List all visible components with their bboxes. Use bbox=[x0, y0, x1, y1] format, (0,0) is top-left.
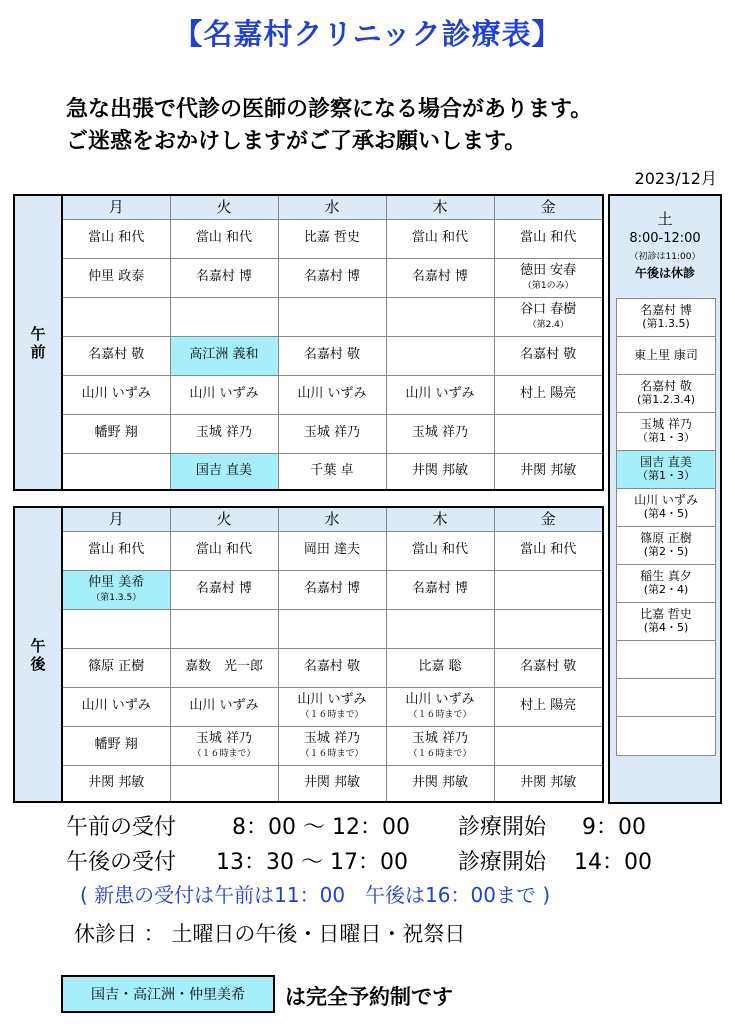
doctor-name: 名嘉村 敬 bbox=[303, 659, 361, 675]
saturday-doctor-name: 名嘉村 博 bbox=[640, 303, 692, 318]
schedule-row bbox=[14, 570, 603, 609]
doctor-name: 井関 邦敏 bbox=[88, 775, 145, 791]
schedule-cell bbox=[494, 258, 603, 297]
schedule-cell bbox=[278, 687, 386, 726]
doctor-name: 幡野 翔 bbox=[94, 737, 138, 753]
schedule-cell bbox=[278, 531, 386, 570]
schedule-cell bbox=[62, 297, 170, 336]
schedule-cell bbox=[386, 570, 494, 609]
doctor-name: 當山 和代 bbox=[195, 230, 253, 246]
schedule-cell bbox=[278, 414, 386, 453]
doctor-name: 井関 邦敏 bbox=[411, 775, 469, 791]
schedule-cell bbox=[494, 531, 603, 570]
am-weekday-header: 月 bbox=[62, 195, 170, 219]
schedule-cell bbox=[170, 336, 278, 375]
schedule-cell bbox=[170, 570, 278, 609]
doctor-name: 村上 陽亮 bbox=[520, 698, 577, 714]
doctor-schedule-note: （第1のみ） bbox=[522, 281, 574, 291]
schedule-cell bbox=[278, 336, 386, 375]
saturday-label: 土 bbox=[657, 210, 673, 228]
doctor-name: 国吉 直美 bbox=[195, 463, 253, 479]
doctor-name: 玉城 祥乃 bbox=[411, 425, 469, 441]
pm-reception-row bbox=[66, 845, 726, 875]
doctor-name: 谷口 春樹 bbox=[520, 301, 577, 317]
doctor-name: 山川 いずみ bbox=[297, 386, 367, 402]
notice-line-1: 急な出張で代診の医師の診察になる場合があります。 bbox=[66, 97, 593, 122]
saturday-panel bbox=[608, 194, 722, 804]
schedule-cell bbox=[386, 453, 494, 490]
schedule-cell bbox=[170, 258, 278, 297]
doctor-schedule-note: （１６時まで） bbox=[300, 710, 364, 720]
doctor-name: 玉城 祥乃 bbox=[195, 730, 253, 746]
schedule-row bbox=[14, 609, 603, 648]
page-title: 【名嘉村クリニック診療表】 bbox=[173, 17, 562, 51]
pm-reception-hours: 13：30 ～ 17：00 bbox=[216, 850, 408, 875]
schedule-cell bbox=[170, 648, 278, 687]
saturday-first-visit-note: （初診は11:00） bbox=[629, 252, 701, 262]
holiday-info: 休診日 ： 土曜日の午後・日曜日・祝祭日 bbox=[74, 922, 466, 946]
schedule-cell bbox=[278, 765, 386, 802]
new-patient-note: ( 新患の受付は午前は11：00 午後は16：00まで ) bbox=[80, 883, 551, 907]
doctor-schedule-note: （第2.4） bbox=[527, 320, 569, 330]
doctor-name: 高江洲 義和 bbox=[189, 347, 259, 363]
saturday-doctor-cell bbox=[617, 565, 715, 603]
schedule-cell bbox=[278, 648, 386, 687]
doctor-name: 山川 いずみ bbox=[189, 698, 259, 714]
schedule-cell bbox=[386, 531, 494, 570]
schedule-cell bbox=[494, 570, 603, 609]
am-start-time: 9：00 bbox=[582, 815, 646, 840]
schedule-cell bbox=[170, 687, 278, 726]
doctor-schedule-note: （１６時まで） bbox=[408, 710, 472, 720]
pm-weekday-header: 木 bbox=[386, 507, 494, 531]
schedule-cell bbox=[494, 297, 603, 336]
schedule-cell bbox=[278, 297, 386, 336]
doctor-name: 玉城 祥乃 bbox=[411, 730, 469, 746]
schedule-row bbox=[14, 453, 603, 490]
schedule-cell bbox=[278, 726, 386, 765]
doctor-name: 篠原 正樹 bbox=[88, 659, 145, 675]
doctor-name: 井関 邦敏 bbox=[520, 775, 577, 791]
schedule-cell bbox=[170, 726, 278, 765]
am-reception-row bbox=[66, 810, 726, 840]
doctor-name: 名嘉村 敬 bbox=[520, 347, 577, 363]
doctor-name: 井関 邦敏 bbox=[303, 775, 361, 791]
am-weekday-header: 木 bbox=[386, 195, 494, 219]
schedule-row bbox=[14, 258, 603, 297]
saturday-doctor-cell bbox=[617, 489, 715, 527]
doctor-schedule-note: （１６時まで） bbox=[408, 749, 472, 759]
saturday-doctor-name: 山川 いずみ bbox=[634, 493, 698, 508]
doctor-name: 名嘉村 博 bbox=[195, 581, 253, 597]
schedule-date: 2023/12月 bbox=[634, 169, 717, 188]
saturday-doctor-weeks: (第2・5) bbox=[643, 545, 689, 559]
schedule-cell bbox=[494, 609, 603, 648]
pm-weekday-header: 水 bbox=[278, 507, 386, 531]
doctor-name: 岡田 達夫 bbox=[303, 542, 361, 558]
pm-weekday-header: 金 bbox=[494, 507, 603, 531]
doctor-schedule-note: （１６時まで） bbox=[300, 749, 364, 759]
schedule-cell bbox=[494, 687, 603, 726]
doctor-name: 徳田 安春 bbox=[520, 262, 577, 278]
saturday-doctor-weeks: （第1・3） bbox=[637, 431, 695, 445]
saturday-doctor-name: 比嘉 哲史 bbox=[640, 607, 692, 622]
schedule-cell bbox=[170, 453, 278, 490]
schedule-row bbox=[14, 297, 603, 336]
schedule-row bbox=[14, 375, 603, 414]
schedule-cell bbox=[494, 219, 603, 258]
schedule-cell bbox=[494, 453, 603, 490]
schedule-cell bbox=[386, 336, 494, 375]
doctor-name: 玉城 祥乃 bbox=[303, 730, 361, 746]
doctor-name: 比嘉 哲史 bbox=[303, 230, 361, 246]
schedule-cell bbox=[386, 258, 494, 297]
schedule-cell bbox=[494, 648, 603, 687]
pm-reception-label: 午後の受付 bbox=[66, 850, 177, 875]
schedule-cell bbox=[494, 765, 603, 802]
schedule-cell bbox=[386, 648, 494, 687]
schedule-cell bbox=[278, 570, 386, 609]
am-start-label: 診療開始 bbox=[458, 815, 547, 840]
schedule-row bbox=[14, 687, 603, 726]
doctor-name: 山川 いずみ bbox=[189, 386, 259, 402]
schedule-cell bbox=[62, 765, 170, 802]
doctor-name: 當山 和代 bbox=[195, 542, 253, 558]
saturday-doctor-cell bbox=[617, 717, 715, 755]
schedule-cell bbox=[62, 453, 170, 490]
schedule-cell bbox=[386, 375, 494, 414]
doctor-name: 仲里 政泰 bbox=[88, 269, 145, 285]
doctor-name: 名嘉村 博 bbox=[411, 269, 469, 285]
doctor-name: 山川 いずみ bbox=[405, 386, 475, 402]
schedule-cell bbox=[62, 609, 170, 648]
pm-period-label: 午 後 bbox=[14, 507, 62, 802]
doctor-name: 名嘉村 博 bbox=[303, 269, 361, 285]
schedule-cell bbox=[494, 726, 603, 765]
saturday-doctor-name: 東上里 康司 bbox=[634, 347, 698, 362]
schedule-cell bbox=[170, 414, 278, 453]
doctor-name: 名嘉村 博 bbox=[195, 269, 253, 285]
saturday-doctor-cell bbox=[617, 299, 715, 337]
saturday-doctor-cell bbox=[617, 337, 715, 375]
schedule-cell bbox=[494, 375, 603, 414]
schedule-cell bbox=[386, 687, 494, 726]
schedule-row bbox=[14, 726, 603, 765]
schedule-cell bbox=[170, 375, 278, 414]
doctor-name: 當山 和代 bbox=[520, 542, 577, 558]
doctor-schedule-note: （１６時まで） bbox=[192, 749, 256, 759]
schedule-cell bbox=[494, 414, 603, 453]
doctor-name: 玉城 祥乃 bbox=[195, 425, 253, 441]
saturday-doctor-name: 篠原 正樹 bbox=[640, 531, 692, 546]
doctor-name: 名嘉村 博 bbox=[303, 581, 361, 597]
saturday-doctor-list bbox=[616, 298, 716, 756]
saturday-doctor-weeks: (第1.2.3.4) bbox=[636, 393, 696, 407]
doctor-name: 名嘉村 敬 bbox=[520, 659, 577, 675]
saturday-doctor-weeks: （第1・3） bbox=[637, 469, 695, 483]
doctor-name: 村上 陽亮 bbox=[520, 386, 577, 402]
doctor-name: 名嘉村 敬 bbox=[303, 347, 361, 363]
schedule-cell bbox=[62, 648, 170, 687]
saturday-doctor-cell bbox=[617, 679, 715, 717]
doctor-name: 當山 和代 bbox=[520, 230, 577, 246]
doctor-name: 幡野 翔 bbox=[94, 425, 138, 441]
doctor-name: 當山 和代 bbox=[411, 230, 469, 246]
saturday-doctor-cell bbox=[617, 375, 715, 413]
schedule-cell bbox=[62, 219, 170, 258]
schedule-cell bbox=[386, 765, 494, 802]
doctor-name: 當山 和代 bbox=[411, 542, 469, 558]
schedule-cell bbox=[278, 219, 386, 258]
schedule-cell bbox=[62, 570, 170, 609]
schedule-cell bbox=[386, 297, 494, 336]
am-reception-label: 午前の受付 bbox=[66, 815, 177, 840]
schedule-cell bbox=[170, 219, 278, 258]
saturday-doctor-name: 稲生 真夕 bbox=[640, 569, 692, 584]
saturday-doctor-cell bbox=[617, 451, 715, 489]
notice-line-2: ご迷惑をおかけしますがご了承お願いします。 bbox=[66, 129, 527, 154]
pm-start-time: 14：00 bbox=[574, 850, 652, 875]
schedule-cell bbox=[278, 609, 386, 648]
saturday-doctor-cell bbox=[617, 527, 715, 565]
am-weekday-header: 火 bbox=[170, 195, 278, 219]
schedule-cell bbox=[278, 375, 386, 414]
schedule-cell bbox=[278, 453, 386, 490]
doctor-name: 嘉数 光一郎 bbox=[184, 659, 263, 675]
schedule-row bbox=[14, 648, 603, 687]
schedule-cell bbox=[386, 219, 494, 258]
am-weekday-header: 水 bbox=[278, 195, 386, 219]
schedule-cell bbox=[62, 336, 170, 375]
saturday-doctor-cell bbox=[617, 641, 715, 679]
morning-schedule-table bbox=[13, 194, 604, 491]
schedule-cell bbox=[62, 726, 170, 765]
saturday-doctor-weeks: (第4・5) bbox=[643, 621, 689, 635]
doctor-name: 井関 邦敏 bbox=[411, 463, 469, 479]
schedule-row bbox=[14, 219, 603, 258]
schedule-cell bbox=[62, 258, 170, 297]
doctor-name: 名嘉村 博 bbox=[411, 581, 469, 597]
doctor-name: 當山 和代 bbox=[88, 542, 145, 558]
doctor-name: 仲里 美希 bbox=[88, 574, 145, 590]
doctor-name: 名嘉村 敬 bbox=[88, 347, 145, 363]
schedule-cell bbox=[494, 336, 603, 375]
schedule-cell bbox=[170, 609, 278, 648]
pm-start-label: 診療開始 bbox=[458, 850, 547, 875]
schedule-cell bbox=[170, 765, 278, 802]
saturday-doctor-cell bbox=[617, 413, 715, 451]
am-period-label: 午 前 bbox=[14, 195, 62, 490]
schedule-cell bbox=[62, 375, 170, 414]
doctor-name: 山川 いずみ bbox=[81, 386, 151, 402]
schedule-cell bbox=[386, 609, 494, 648]
doctor-name: 井関 邦敏 bbox=[520, 463, 577, 479]
saturday-doctor-name: 名嘉村 敬 bbox=[640, 379, 692, 394]
saturday-doctor-weeks: (第1.3.5) bbox=[642, 317, 690, 331]
reservation-doctors-badge: 国吉・高江洲・仲里美希 bbox=[61, 975, 275, 1013]
am-reception-hours: 8：00 ～ 12：00 bbox=[232, 815, 410, 840]
schedule-cell bbox=[170, 297, 278, 336]
doctor-name: 千葉 卓 bbox=[310, 463, 354, 479]
schedule-row bbox=[14, 765, 603, 802]
schedule-cell bbox=[386, 726, 494, 765]
pm-weekday-header: 火 bbox=[170, 507, 278, 531]
schedule-row bbox=[14, 531, 603, 570]
saturday-doctor-weeks: (第2・4) bbox=[643, 583, 689, 597]
saturday-afternoon-closed: 午後は休診 bbox=[634, 266, 695, 280]
doctor-name: 山川 いずみ bbox=[405, 691, 475, 707]
saturday-doctor-name: 国吉 直美 bbox=[640, 455, 692, 470]
schedule-row bbox=[14, 336, 603, 375]
schedule-cell bbox=[62, 687, 170, 726]
schedule-cell bbox=[278, 258, 386, 297]
reservation-note: は完全予約制です bbox=[285, 985, 453, 1009]
schedule-row bbox=[14, 414, 603, 453]
schedule-cell bbox=[62, 531, 170, 570]
doctor-name: 玉城 祥乃 bbox=[303, 425, 361, 441]
pm-weekday-header: 月 bbox=[62, 507, 170, 531]
schedule-cell bbox=[386, 414, 494, 453]
saturday-doctor-cell bbox=[617, 603, 715, 641]
doctor-name: 山川 いずみ bbox=[297, 691, 367, 707]
doctor-name: 山川 いずみ bbox=[81, 698, 151, 714]
doctor-schedule-note: （第1.3.5） bbox=[91, 593, 142, 603]
doctor-name: 當山 和代 bbox=[88, 230, 145, 246]
saturday-hours: 8:00-12:00 bbox=[629, 231, 701, 246]
doctor-name: 比嘉 聡 bbox=[418, 659, 462, 675]
saturday-doctor-weeks: (第4・5) bbox=[643, 507, 689, 521]
afternoon-schedule-table bbox=[13, 506, 604, 803]
schedule-cell bbox=[170, 531, 278, 570]
schedule-cell bbox=[62, 414, 170, 453]
am-weekday-header: 金 bbox=[494, 195, 603, 219]
saturday-doctor-name: 玉城 祥乃 bbox=[640, 417, 692, 432]
